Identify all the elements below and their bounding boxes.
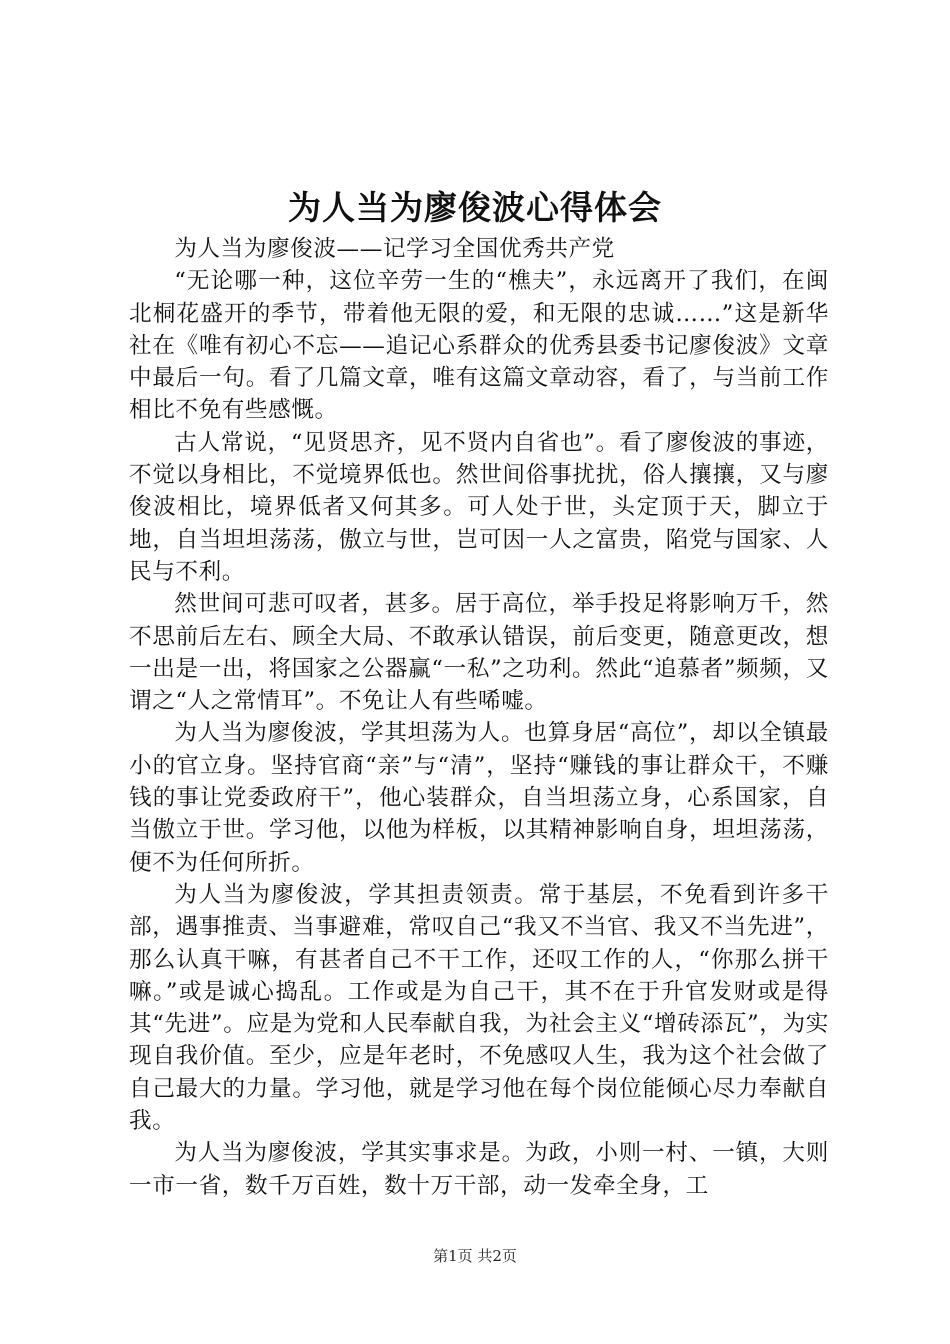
paragraph-3: 然世间可悲可叹者，甚多。居于高位，举手投足将影响万千，然不思前后左右、顾全大局、不敢承认错误，前后变更，随意更改，想一出是一出，将国家之公器赢“一私”之功利。然此“追慕者”频频，又谓之“人之常情耳”。不免让人有些唏嘘。	[129, 591, 829, 715]
paragraph-2: 古人常说，“见贤思齐，见不贤内自省也”。看了廖俊波的事迹，不觉以身相比，不觉境界低也。然世间俗事扰扰，俗人攘攘，又与廖俊波相比，境界低者又何其多。可人处于世，头定顶于天，脚立于地，自当坦坦荡荡，傲立与世，岂可因一人之富贵，陷党与国家、人民与不利。	[129, 429, 829, 585]
page-number-footer: 第1页 共2页	[433, 1247, 517, 1265]
paragraph-5: 为人当为廖俊波，学其担责领责。常于基层，不免看到许多干部，遇事推责、当事避难，常叹自己“我又不当官、我又不当先进”，那么认真干嘛，有甚者自己不干工作，还叹工作的人，“你那么拼干嘛。”或是诚心捣乱。工作或是为自己干，其不在于升官发财或是得其“先进”。应是为党和人民奉献自我，为社会主义“增砖添瓦”，为实现自我价值。至少，应是年老时，不免感叹人生，我为这个社会做了自己最大的力量。学习他，就是学习他在每个岗位能倾心尽力奉献自我。	[129, 881, 829, 1135]
paragraph-subtitle: 为人当为廖俊波——记学习全国优秀共产党	[174, 236, 615, 262]
paragraph-6: 为人当为廖俊波，学其实事求是。为政，小则一村、一镇，大则一市一省，数千万百姓，数十万干部，动一发牵全身，工	[129, 1140, 829, 1199]
document-title: 为人当为廖俊波心得体会	[288, 188, 662, 227]
paragraph-4: 为人当为廖俊波，学其坦荡为人。也算身居“高位”，却以全镇最小的官立身。坚持官商“亲”与“清”，坚持“赚钱的事让群众干，不赚钱的事让党委政府干”，他心装群众，自当坦荡立身，心系国家，自当傲立于世。学习他，以他为样板，以其精神影响自身，坦坦荡荡，便不为任何所折。	[129, 720, 829, 876]
paragraph-1: “无论哪一种，这位辛劳一生的“樵夫”，永远离开了我们，在闽北桐花盛开的季节，带着他无限的爱，和无限的忠诚……”这是新华社在《唯有初心不忘——追记心系群众的优秀县委书记廖俊波》文章中最后一句。看了几篇文章，唯有这篇文章动容，看了，与当前工作相比不免有些感慨。	[129, 268, 829, 424]
document-body	[129, 233, 829, 1202]
